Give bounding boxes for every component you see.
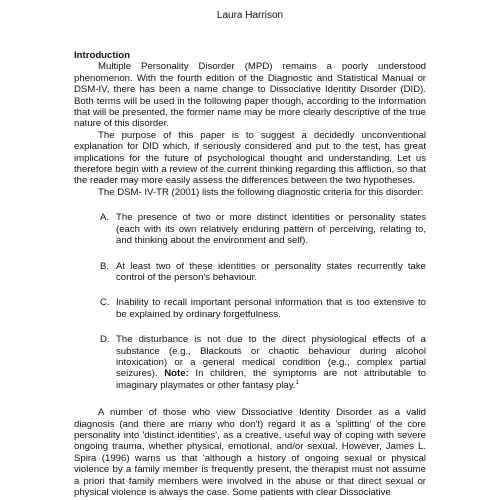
criterion-letter: C. (100, 297, 110, 309)
criterion-text: Inability to recall important personal information that is too extensive to be explained by ordinary forgetfulness. (116, 297, 426, 320)
diagnostic-criteria-list (74, 212, 426, 391)
criterion-text: The presence of two or more distinct identities or personality states (each with its own relatively enduring pattern of perceiving, relating to, and thinking about the environment and self). (116, 212, 426, 247)
note-text: In children, the symptoms are not attributable to imaginary playmates or other fantasy play. (116, 368, 426, 391)
author-name: Laura Harrison (216, 10, 284, 21)
criterion-letter: A. (100, 212, 110, 224)
criterion-d (100, 334, 426, 391)
criterion-text: At least two of these identities or personality states recurrently take control of the person's behaviour. (116, 260, 426, 283)
body-paragraph-4: A number of those who view Dissociative Identity Disorder as a valid diagnosis (and there are many who don't) regard it as a 'splitting' of the core personality into 'distinct identities', as a creative, useful way of coping with severe ongoing trauma, whether physical, emotional, and/or sexual. However, James L. Spira (1996) warns us that 'although a history of ongoing sexual or physical violence by a family member is frequently present, the therapist must not assume a priori that family members were involved in the abuse or that direct sexual or physical violence is always the case. Some patients with clear Dissociative (74, 407, 426, 498)
intro-paragraph-1: Multiple Personality Disorder (MPD) remains a poorly understood phenomenon. With the fourth edition of the Diagnostic and Statistical Manual or DSM-IV, there has been a name change to Dissociative Identity Disorder (DID). Both terms will be used in the following paper though, according to the information that will be presented, the former name may be more clearly descriptive of the true nature of this disorder. (74, 61, 426, 130)
note-label: Note: (164, 368, 189, 380)
footnote-marker[interactable]: 1 (295, 379, 299, 386)
criterion-c (100, 297, 426, 320)
section-heading: Introduction (74, 50, 130, 61)
intro-paragraph-3: The DSM- IV-TR (2001) lists the following diagnostic criteria for this disorder: (98, 186, 424, 198)
criterion-b (100, 261, 426, 284)
intro-paragraph-2: The purpose of this paper is to suggest a decidedly unconventional explanation for DID which, if seriously considered and put to the test, has great implications for the future of psychological thought and understanding. Let us therefore begin with a review of the current thinking regarding this affliction, so that the reader may more easily assess the differences between the two hypotheses. (74, 129, 426, 187)
criterion-text-container (116, 334, 426, 391)
criterion-letter: D. (100, 334, 110, 346)
criterion-text: The disturbance is not due to the direct physiological effects of a substance (e.g., Blackouts or chaotic behaviour during alcohol intoxication) or a general medical condition (e.g., complex partial seizures). (116, 334, 426, 380)
criterion-a (100, 212, 426, 246)
criterion-letter: B. (100, 260, 110, 272)
